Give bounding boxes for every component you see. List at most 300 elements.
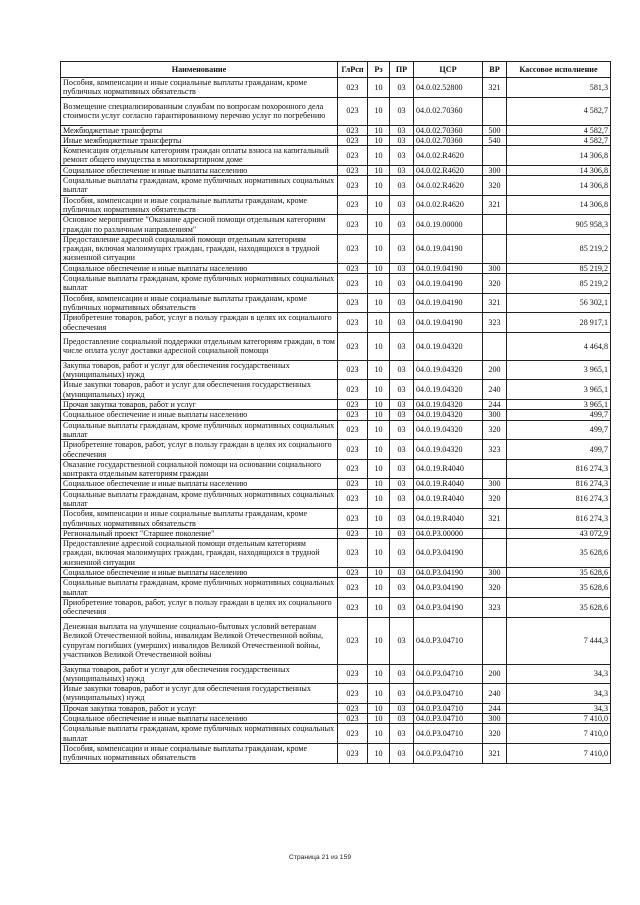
cell-pr: 03 xyxy=(390,724,414,744)
cell-grbs: 023 xyxy=(338,410,368,420)
header-row xyxy=(61,62,611,78)
cell-pr: 03 xyxy=(390,479,414,489)
cell-csr: 04.0.19.00000 xyxy=(414,215,483,235)
cell-sum: 4 464,8 xyxy=(507,332,611,360)
cell-sum: 14 306,8 xyxy=(507,165,611,175)
cell-rz: 10 xyxy=(368,400,390,410)
cell-rz: 10 xyxy=(368,489,390,509)
cell-vr: 320 xyxy=(483,724,507,744)
cell-vr: 244 xyxy=(483,400,507,410)
budget-execution-table xyxy=(60,61,611,764)
cell-csr: 04.0.19.R4040 xyxy=(414,459,483,479)
cell-grbs: 023 xyxy=(338,459,368,479)
cell-grbs: 023 xyxy=(338,274,368,294)
cell-vr xyxy=(483,97,507,125)
cell-name: Межбюджетные трансферты xyxy=(61,125,338,135)
cell-name: Оказание государственной социальной помощи на основании социального контракта отдельным категориям граждан xyxy=(61,459,338,479)
cell-pr: 03 xyxy=(390,215,414,235)
cell-sum: 905 958,3 xyxy=(507,215,611,235)
cell-grbs: 023 xyxy=(338,703,368,713)
cell-name: Закупка товаров, работ и услуг для обеспечения государственных (муниципальных) нужд xyxy=(61,664,338,684)
cell-rz: 10 xyxy=(368,684,390,704)
table-header xyxy=(61,62,611,78)
cell-pr: 03 xyxy=(390,459,414,479)
cell-rz: 10 xyxy=(368,165,390,175)
header-pr: ПР xyxy=(390,62,414,78)
page-number: Страница 21 из 159 xyxy=(288,854,352,861)
cell-vr: 320 xyxy=(483,176,507,196)
cell-grbs: 023 xyxy=(338,743,368,763)
cell-grbs: 023 xyxy=(338,195,368,215)
table-row xyxy=(61,509,611,529)
cell-pr: 03 xyxy=(390,360,414,380)
table-row xyxy=(61,263,611,273)
cell-csr: 04.0.P3.04190 xyxy=(414,568,483,578)
cell-name: Социальные выплаты гражданам, кроме публичных нормативных социальных выплат xyxy=(61,274,338,294)
cell-sum: 499,7 xyxy=(507,440,611,460)
cell-grbs: 023 xyxy=(338,479,368,489)
cell-pr: 03 xyxy=(390,509,414,529)
cell-vr: 300 xyxy=(483,714,507,724)
cell-grbs: 023 xyxy=(338,97,368,125)
cell-sum: 7 410,0 xyxy=(507,743,611,763)
cell-pr: 03 xyxy=(390,263,414,273)
table-body xyxy=(61,78,611,764)
cell-grbs: 023 xyxy=(338,293,368,313)
cell-rz: 10 xyxy=(368,195,390,215)
cell-sum: 14 306,8 xyxy=(507,146,611,166)
cell-sum: 34,3 xyxy=(507,664,611,684)
cell-vr xyxy=(483,459,507,479)
table-row xyxy=(61,360,611,380)
cell-rz: 10 xyxy=(368,743,390,763)
cell-sum: 35 628,6 xyxy=(507,578,611,598)
cell-grbs: 023 xyxy=(338,332,368,360)
cell-csr: 04.0.19.04190 xyxy=(414,274,483,294)
cell-csr: 04.0.P3.04710 xyxy=(414,684,483,704)
cell-csr: 04.0.P3.04190 xyxy=(414,578,483,598)
header-csr: ЦСР xyxy=(414,62,483,78)
cell-csr: 04.0.P3.04710 xyxy=(414,617,483,664)
table-row xyxy=(61,578,611,598)
cell-name: Приобретение товаров, работ, услуг в пользу граждан в целях их социального обеспечения xyxy=(61,597,338,617)
cell-csr: 04.0.19.04190 xyxy=(414,263,483,273)
cell-vr: 323 xyxy=(483,440,507,460)
cell-name: Социальные выплаты гражданам, кроме публичных нормативных социальных выплат xyxy=(61,578,338,598)
cell-name: Социальные выплаты гражданам, кроме публичных нормативных социальных выплат xyxy=(61,176,338,196)
cell-name: Приобретение товаров, работ, услуг в пользу граждан в целях их социального обеспечения xyxy=(61,313,338,333)
cell-vr: 321 xyxy=(483,293,507,313)
cell-grbs: 023 xyxy=(338,664,368,684)
table-row xyxy=(61,420,611,440)
cell-vr: 300 xyxy=(483,568,507,578)
cell-vr: 240 xyxy=(483,380,507,400)
header-rz: Рз xyxy=(368,62,390,78)
cell-pr: 03 xyxy=(390,528,414,538)
cell-grbs: 023 xyxy=(338,360,368,380)
cell-rz: 10 xyxy=(368,539,390,568)
table-row xyxy=(61,410,611,420)
cell-csr: 04.0.19.04320 xyxy=(414,410,483,420)
table-row xyxy=(61,714,611,724)
cell-grbs: 023 xyxy=(338,135,368,145)
cell-name: Иные межбюджетные трансферты xyxy=(61,135,338,145)
cell-sum: 816 274,3 xyxy=(507,489,611,509)
cell-pr: 03 xyxy=(390,684,414,704)
cell-vr xyxy=(483,539,507,568)
cell-csr: 04.0.19.04320 xyxy=(414,420,483,440)
cell-csr: 04.0.19.04320 xyxy=(414,332,483,360)
cell-rz: 10 xyxy=(368,293,390,313)
cell-grbs: 023 xyxy=(338,568,368,578)
cell-pr: 03 xyxy=(390,274,414,294)
table-row xyxy=(61,165,611,175)
cell-pr: 03 xyxy=(390,78,414,98)
cell-sum: 7 444,3 xyxy=(507,617,611,664)
cell-csr: 04.0.02.70360 xyxy=(414,125,483,135)
cell-grbs: 023 xyxy=(338,234,368,263)
cell-pr: 03 xyxy=(390,420,414,440)
cell-rz: 10 xyxy=(368,78,390,98)
cell-vr xyxy=(483,146,507,166)
cell-pr: 03 xyxy=(390,313,414,333)
cell-vr: 321 xyxy=(483,743,507,763)
cell-sum: 816 274,3 xyxy=(507,459,611,479)
cell-sum: 3 965,1 xyxy=(507,360,611,380)
cell-rz: 10 xyxy=(368,509,390,529)
cell-rz: 10 xyxy=(368,724,390,744)
header-grbs: ГлРсп xyxy=(338,62,368,78)
cell-name: Иные закупки товаров, работ и услуг для обеспечения государственных (муниципальных) нужд xyxy=(61,380,338,400)
cell-name: Предоставление адресной социальной помощи отдельным категориям граждан, включая малоимущих граждан, граждан, находящихся в трудной жизненной ситуации xyxy=(61,234,338,263)
cell-pr: 03 xyxy=(390,97,414,125)
cell-pr: 03 xyxy=(390,195,414,215)
cell-name: Социальное обеспечение и иные выплаты населению xyxy=(61,568,338,578)
table-row xyxy=(61,617,611,664)
cell-pr: 03 xyxy=(390,293,414,313)
table-row xyxy=(61,146,611,166)
cell-name: Социальное обеспечение и иные выплаты населению xyxy=(61,714,338,724)
table-row xyxy=(61,195,611,215)
cell-grbs: 023 xyxy=(338,714,368,724)
cell-csr: 04.0.P3.04710 xyxy=(414,724,483,744)
table-row xyxy=(61,440,611,460)
cell-rz: 10 xyxy=(368,568,390,578)
cell-rz: 10 xyxy=(368,263,390,273)
cell-sum: 7 410,0 xyxy=(507,714,611,724)
header-sum: Кассовое исполнение xyxy=(507,62,611,78)
cell-vr xyxy=(483,617,507,664)
cell-vr: 321 xyxy=(483,195,507,215)
cell-csr: 04.0.19.04190 xyxy=(414,234,483,263)
cell-vr: 323 xyxy=(483,597,507,617)
cell-grbs: 023 xyxy=(338,400,368,410)
cell-csr: 04.0.P3.04710 xyxy=(414,703,483,713)
cell-grbs: 023 xyxy=(338,125,368,135)
cell-sum: 34,3 xyxy=(507,703,611,713)
cell-csr: 04.0.P3.04190 xyxy=(414,539,483,568)
cell-grbs: 023 xyxy=(338,146,368,166)
cell-rz: 10 xyxy=(368,380,390,400)
cell-csr: 04.0.P3.04710 xyxy=(414,743,483,763)
table-row xyxy=(61,380,611,400)
cell-grbs: 023 xyxy=(338,489,368,509)
cell-pr: 03 xyxy=(390,165,414,175)
cell-rz: 10 xyxy=(368,479,390,489)
cell-grbs: 023 xyxy=(338,176,368,196)
cell-grbs: 023 xyxy=(338,420,368,440)
cell-grbs: 023 xyxy=(338,263,368,273)
cell-csr: 04.0.02.70360 xyxy=(414,97,483,125)
cell-vr: 320 xyxy=(483,420,507,440)
table-row xyxy=(61,568,611,578)
cell-grbs: 023 xyxy=(338,78,368,98)
cell-pr: 03 xyxy=(390,714,414,724)
cell-csr: 04.0.19.R4040 xyxy=(414,489,483,509)
cell-rz: 10 xyxy=(368,97,390,125)
table-row xyxy=(61,176,611,196)
cell-name: Пособия, компенсации и иные социальные выплаты гражданам, кроме публичных нормативных обязательств xyxy=(61,195,338,215)
cell-sum: 499,7 xyxy=(507,410,611,420)
cell-sum: 4 582,7 xyxy=(507,97,611,125)
cell-sum: 14 306,8 xyxy=(507,176,611,196)
cell-name: Основное мероприятие "Оказание адресной помощи отдельным категориям граждан по различным направлениям" xyxy=(61,215,338,235)
cell-rz: 10 xyxy=(368,125,390,135)
table-row xyxy=(61,539,611,568)
cell-name: Социальное обеспечение и иные выплаты населению xyxy=(61,263,338,273)
cell-vr: 320 xyxy=(483,489,507,509)
cell-name: Предоставление адресной социальной помощи отдельным категориям граждан, включая малоимущих граждан, граждан, находящихся в трудной жизненной ситуации xyxy=(61,539,338,568)
table-row xyxy=(61,125,611,135)
cell-vr xyxy=(483,332,507,360)
cell-name: Денежная выплата на улучшение социально-бытовых условий ветеранам Великой Отечественной войны, инвалидам Великой Отечественной войны, супругам погибших (умерших) инвалидов Великой Отечественной войны, участников Великой Отечественной войны xyxy=(61,617,338,664)
cell-rz: 10 xyxy=(368,176,390,196)
cell-name: Региональный проект "Старшее поколение" xyxy=(61,528,338,538)
cell-csr: 04.0.02.R4620 xyxy=(414,165,483,175)
cell-name: Социальные выплаты гражданам, кроме публичных нормативных социальных выплат xyxy=(61,489,338,509)
cell-sum: 28 917,1 xyxy=(507,313,611,333)
cell-pr: 03 xyxy=(390,617,414,664)
cell-sum: 35 628,6 xyxy=(507,597,611,617)
cell-rz: 10 xyxy=(368,215,390,235)
cell-rz: 10 xyxy=(368,617,390,664)
cell-rz: 10 xyxy=(368,135,390,145)
table-row xyxy=(61,78,611,98)
cell-csr: 04.0.19.04190 xyxy=(414,313,483,333)
cell-grbs: 023 xyxy=(338,684,368,704)
cell-sum: 7 410,0 xyxy=(507,724,611,744)
cell-rz: 10 xyxy=(368,578,390,598)
cell-pr: 03 xyxy=(390,234,414,263)
cell-rz: 10 xyxy=(368,146,390,166)
cell-grbs: 023 xyxy=(338,539,368,568)
cell-sum: 85 219,2 xyxy=(507,234,611,263)
cell-name: Компенсация отдельным категориям граждан оплаты взноса на капитальный ремонт общего имущества в многоквартирном доме xyxy=(61,146,338,166)
cell-sum: 85 219,2 xyxy=(507,263,611,273)
cell-pr: 03 xyxy=(390,135,414,145)
cell-rz: 10 xyxy=(368,459,390,479)
cell-csr: 04.0.02.52800 xyxy=(414,78,483,98)
cell-name: Социальные выплаты гражданам, кроме публичных нормативных социальных выплат xyxy=(61,420,338,440)
table-row xyxy=(61,313,611,333)
cell-name: Пособия, компенсации и иные социальные выплаты гражданам, кроме публичных нормативных обязательств xyxy=(61,293,338,313)
cell-name: Прочая закупка товаров, работ и услуг xyxy=(61,400,338,410)
cell-sum: 3 965,1 xyxy=(507,400,611,410)
table-row xyxy=(61,489,611,509)
cell-vr: 300 xyxy=(483,263,507,273)
cell-vr: 244 xyxy=(483,703,507,713)
cell-grbs: 023 xyxy=(338,724,368,744)
cell-vr xyxy=(483,215,507,235)
cell-name: Пособия, компенсации и иные социальные выплаты гражданам, кроме публичных нормативных обязательств xyxy=(61,743,338,763)
table-row xyxy=(61,293,611,313)
cell-name: Пособия, компенсации и иные социальные выплаты гражданам, кроме публичных нормативных обязательств xyxy=(61,509,338,529)
cell-name: Закупка товаров, работ и услуг для обеспечения государственных (муниципальных) нужд xyxy=(61,360,338,380)
cell-name: Приобретение товаров, работ, услуг в пользу граждан в целях их социального обеспечения xyxy=(61,440,338,460)
table-row xyxy=(61,234,611,263)
cell-csr: 04.0.19.R4040 xyxy=(414,509,483,529)
cell-sum: 816 274,3 xyxy=(507,479,611,489)
cell-grbs: 023 xyxy=(338,509,368,529)
table-row xyxy=(61,400,611,410)
cell-pr: 03 xyxy=(390,400,414,410)
cell-csr: 04.0.19.04320 xyxy=(414,440,483,460)
cell-grbs: 023 xyxy=(338,597,368,617)
cell-rz: 10 xyxy=(368,410,390,420)
table-row xyxy=(61,597,611,617)
table-row xyxy=(61,332,611,360)
cell-pr: 03 xyxy=(390,125,414,135)
cell-grbs: 023 xyxy=(338,380,368,400)
cell-pr: 03 xyxy=(390,703,414,713)
table-row xyxy=(61,743,611,763)
cell-pr: 03 xyxy=(390,176,414,196)
table-row xyxy=(61,97,611,125)
cell-sum: 499,7 xyxy=(507,420,611,440)
cell-grbs: 023 xyxy=(338,440,368,460)
cell-vr: 300 xyxy=(483,410,507,420)
cell-sum: 34,3 xyxy=(507,684,611,704)
cell-rz: 10 xyxy=(368,703,390,713)
table-row xyxy=(61,459,611,479)
table-row xyxy=(61,215,611,235)
cell-name: Социальное обеспечение и иные выплаты населению xyxy=(61,410,338,420)
cell-name: Социальные выплаты гражданам, кроме публичных нормативных социальных выплат xyxy=(61,724,338,744)
cell-pr: 03 xyxy=(390,578,414,598)
cell-csr: 04.0.02.R4620 xyxy=(414,146,483,166)
cell-sum: 14 306,8 xyxy=(507,195,611,215)
cell-pr: 03 xyxy=(390,489,414,509)
cell-name: Прочая закупка товаров, работ и услуг xyxy=(61,703,338,713)
cell-vr: 500 xyxy=(483,125,507,135)
cell-rz: 10 xyxy=(368,313,390,333)
cell-pr: 03 xyxy=(390,597,414,617)
cell-csr: 04.0.19.04320 xyxy=(414,380,483,400)
cell-vr xyxy=(483,234,507,263)
cell-name: Социальное обеспечение и иные выплаты населению xyxy=(61,165,338,175)
cell-vr: 323 xyxy=(483,313,507,333)
cell-grbs: 023 xyxy=(338,528,368,538)
cell-sum: 43 072,9 xyxy=(507,528,611,538)
cell-sum: 581,3 xyxy=(507,78,611,98)
cell-sum: 35 628,6 xyxy=(507,568,611,578)
table-row xyxy=(61,684,611,704)
cell-grbs: 023 xyxy=(338,578,368,598)
table-row xyxy=(61,479,611,489)
cell-rz: 10 xyxy=(368,440,390,460)
cell-pr: 03 xyxy=(390,664,414,684)
cell-vr: 321 xyxy=(483,78,507,98)
cell-csr: 04.0.02.R4620 xyxy=(414,176,483,196)
table-row xyxy=(61,274,611,294)
cell-csr: 04.0.02.70360 xyxy=(414,135,483,145)
cell-csr: 04.0.19.R4040 xyxy=(414,479,483,489)
cell-sum: 56 302,1 xyxy=(507,293,611,313)
cell-rz: 10 xyxy=(368,420,390,440)
table-row xyxy=(61,703,611,713)
cell-grbs: 023 xyxy=(338,313,368,333)
cell-pr: 03 xyxy=(390,568,414,578)
cell-csr: 04.0.19.04320 xyxy=(414,360,483,380)
cell-sum: 85 219,2 xyxy=(507,274,611,294)
cell-rz: 10 xyxy=(368,234,390,263)
cell-csr: 04.0.19.04320 xyxy=(414,400,483,410)
cell-pr: 03 xyxy=(390,332,414,360)
cell-name: Иные закупки товаров, работ и услуг для обеспечения государственных (муниципальных) нужд xyxy=(61,684,338,704)
cell-vr: 200 xyxy=(483,360,507,380)
cell-sum: 35 628,6 xyxy=(507,539,611,568)
table-row xyxy=(61,528,611,538)
cell-sum: 4 582,7 xyxy=(507,125,611,135)
cell-rz: 10 xyxy=(368,360,390,380)
cell-sum: 816 274,3 xyxy=(507,509,611,529)
cell-grbs: 023 xyxy=(338,165,368,175)
cell-name: Социальное обеспечение и иные выплаты населению xyxy=(61,479,338,489)
header-name: Наименование xyxy=(61,62,338,78)
cell-csr: 04.0.02.R4620 xyxy=(414,195,483,215)
cell-csr: 04.0.P3.04190 xyxy=(414,597,483,617)
cell-vr: 200 xyxy=(483,664,507,684)
table-row xyxy=(61,135,611,145)
cell-pr: 03 xyxy=(390,380,414,400)
cell-pr: 03 xyxy=(390,743,414,763)
cell-pr: 03 xyxy=(390,440,414,460)
cell-vr: 240 xyxy=(483,684,507,704)
cell-vr: 320 xyxy=(483,578,507,598)
cell-csr: 04.0.P3.04710 xyxy=(414,714,483,724)
cell-vr xyxy=(483,528,507,538)
table-row xyxy=(61,724,611,744)
header-vr: ВР xyxy=(483,62,507,78)
cell-rz: 10 xyxy=(368,714,390,724)
cell-rz: 10 xyxy=(368,332,390,360)
cell-rz: 10 xyxy=(368,664,390,684)
cell-rz: 10 xyxy=(368,528,390,538)
cell-grbs: 023 xyxy=(338,617,368,664)
cell-pr: 03 xyxy=(390,410,414,420)
cell-pr: 03 xyxy=(390,146,414,166)
cell-grbs: 023 xyxy=(338,215,368,235)
cell-vr: 300 xyxy=(483,165,507,175)
cell-vr: 540 xyxy=(483,135,507,145)
cell-vr: 321 xyxy=(483,509,507,529)
cell-name: Предоставление социальной поддержки отдельным категориям граждан, в том числе оплата услуг доставки адресной социальной помощи xyxy=(61,332,338,360)
cell-csr: 04.0.P3.00000 xyxy=(414,528,483,538)
cell-rz: 10 xyxy=(368,597,390,617)
cell-sum: 3 965,1 xyxy=(507,380,611,400)
cell-rz: 10 xyxy=(368,274,390,294)
cell-sum: 4 582,7 xyxy=(507,135,611,145)
